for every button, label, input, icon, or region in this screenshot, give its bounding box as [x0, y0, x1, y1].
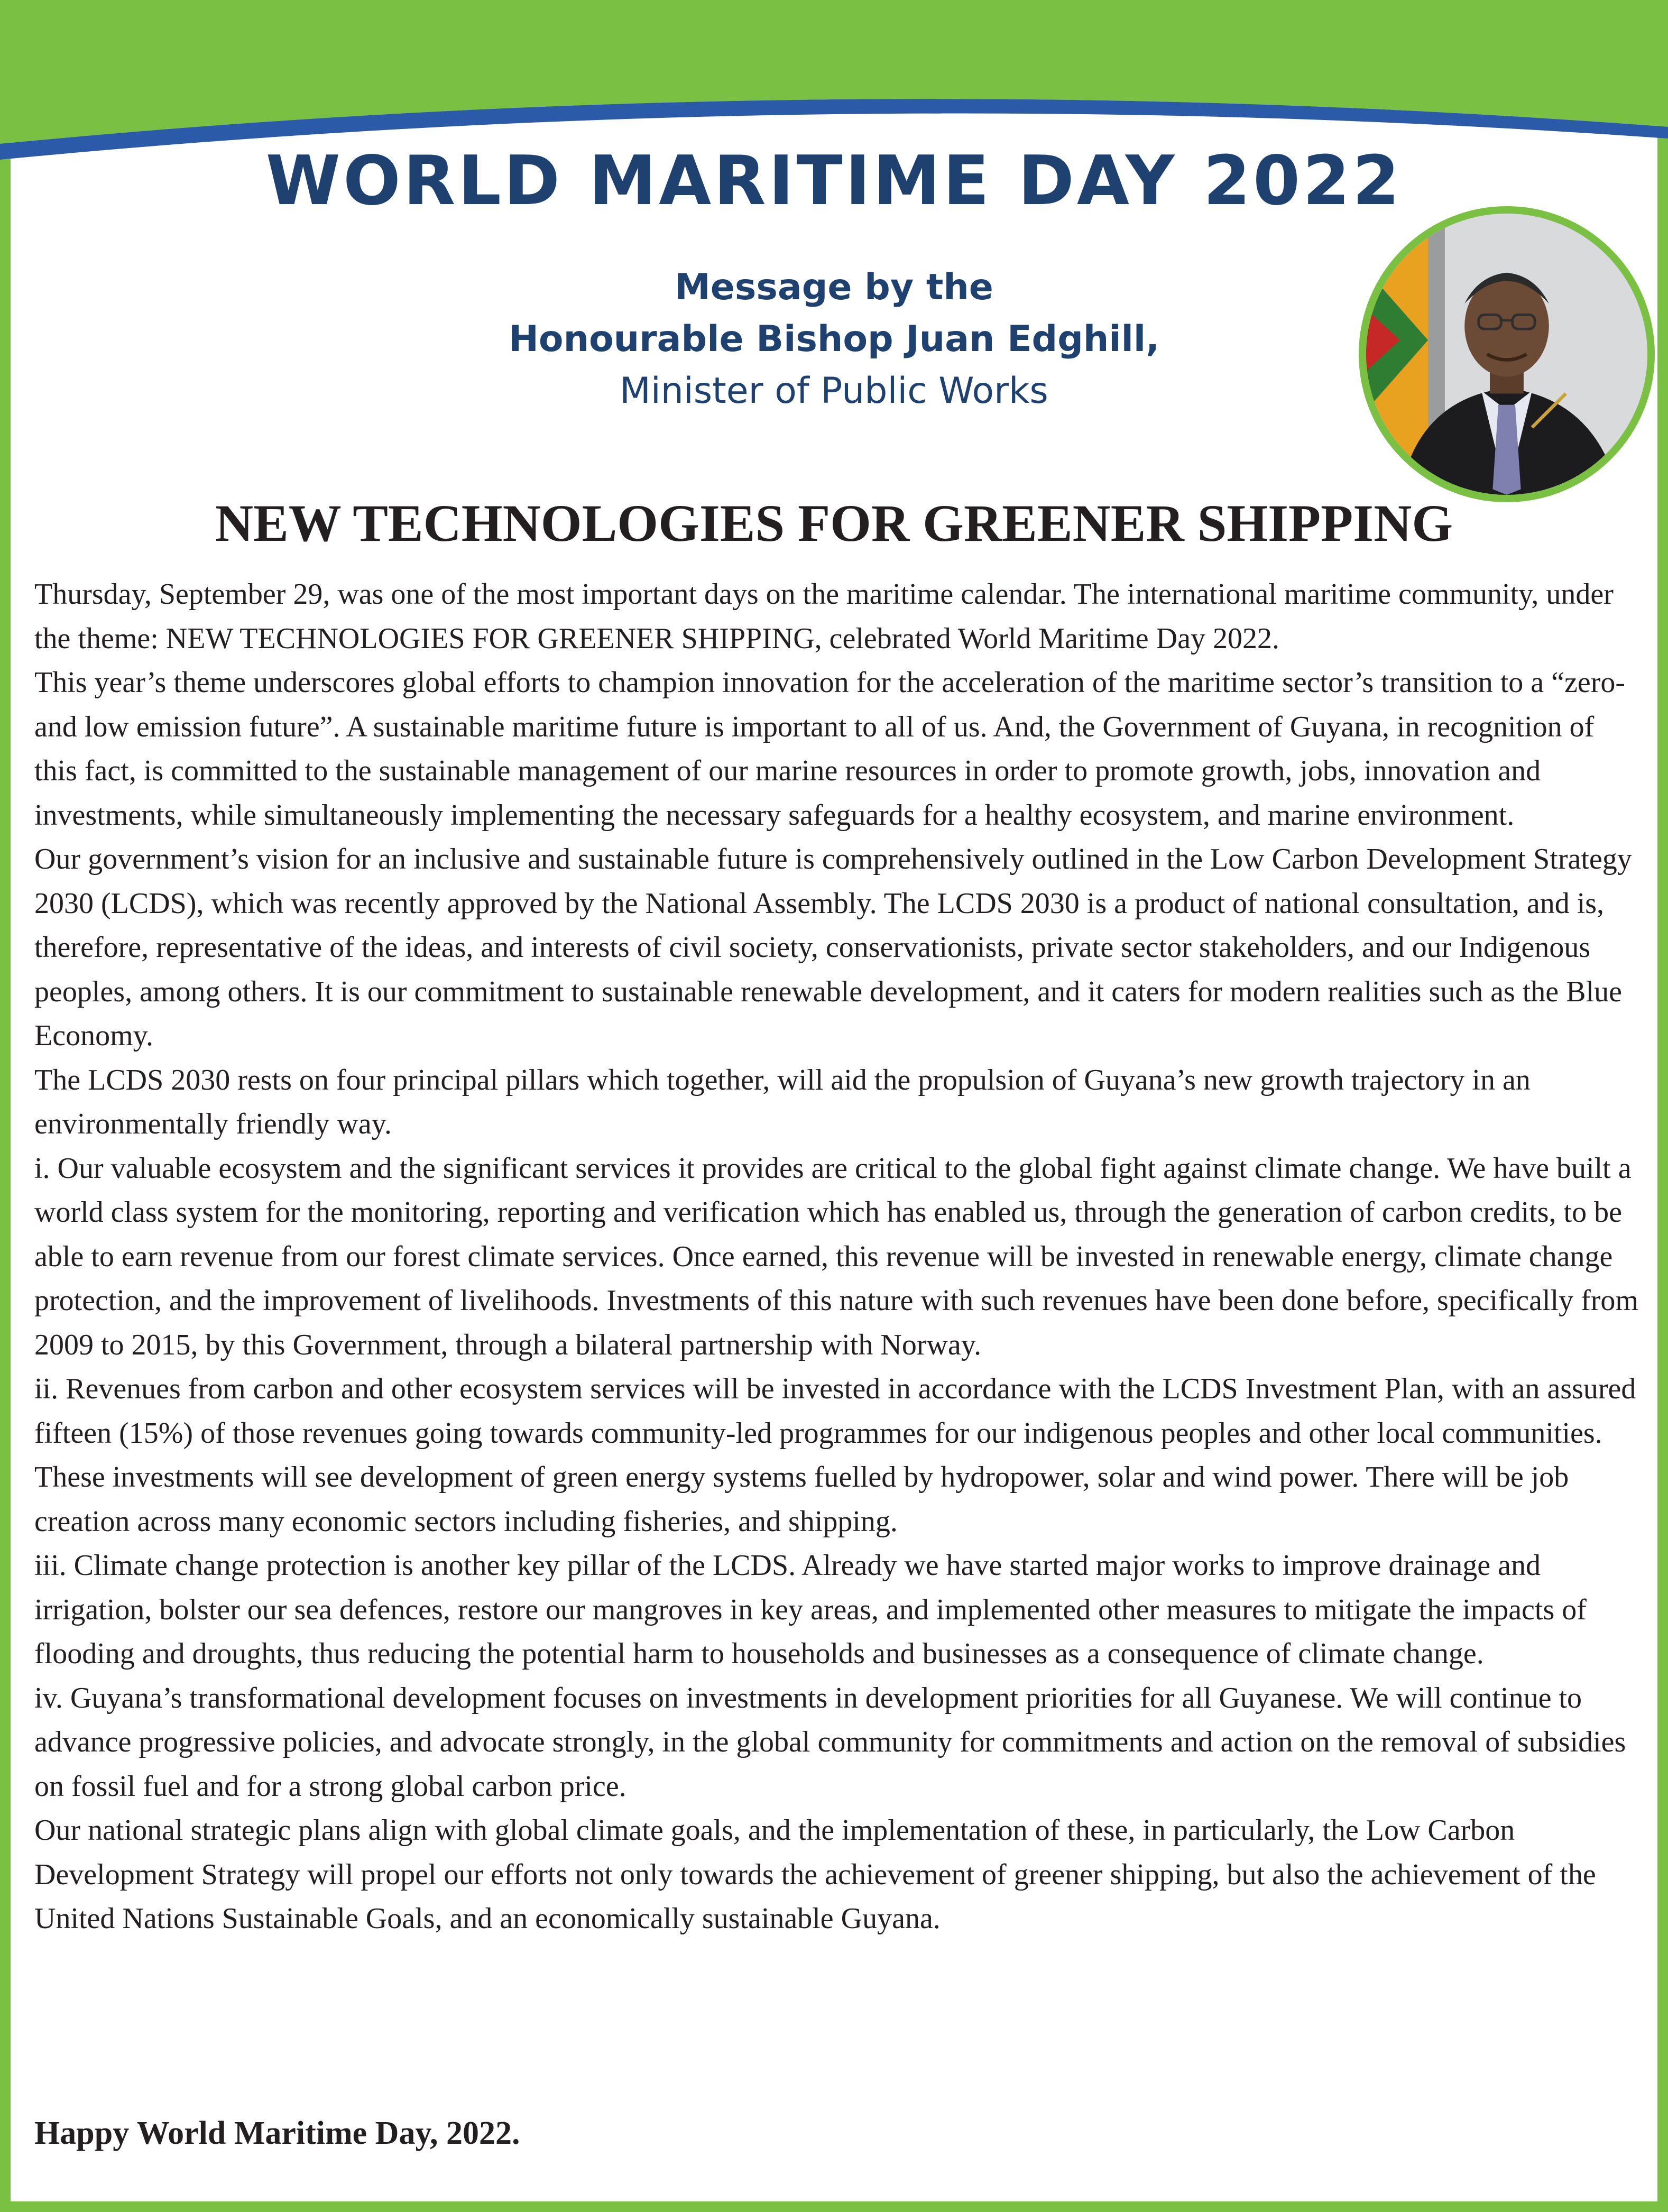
page-title: WORLD MARITIME DAY 2022: [265, 142, 1403, 220]
paragraph-theme: This year’s theme underscores global efforts to champion innovation for the acceleration of the maritime sector’s transition to a “zero-and low emission future”. A sustainable maritime future is important to all of us. And, the Government of Guyana, in recognition of this fact, is committed to the sustainable management of our marine resources in order to promote growth, jobs, innovation and investments, while simultaneously implementing the necessary safeguards for a healthy ecosystem, and marine environment.: [34, 666, 1625, 832]
message-byline: [159, 262, 1509, 417]
closing-greeting: Happy World Maritime Day, 2022.: [34, 2115, 520, 2151]
minister-portrait-icon: [1359, 206, 1655, 502]
byline-name: Honourable Bishop Juan Edghill,: [508, 318, 1160, 360]
paragraph-pillar-i: i. Our valuable ecosystem and the significant services it provides are critical to the global fight against climate change. We have built a world class system for the monitoring, reporting and verification which has enabled us, through the generation of carbon credits, to be able to earn revenue from our forest climate services. Once earned, this revenue will be invested in renewable energy, climate change protection, and the improvement of livelihoods. Investments of this nature with such revenues have been done before, specifically from 2009 to 2015, by this Government, through a bilateral partnership with Norway.: [34, 1151, 1638, 1361]
paragraph-pillar-iii: iii. Climate change protection is another key pillar of the LCDS. Already we have started major works to improve drainage and irrigation, bolster our sea defences, restore our mangroves in key areas, and implemented other measures to mitigate the impacts of flooding and droughts, thus reducing the potential harm to households and businesses as a consequence of climate change.: [34, 1549, 1587, 1670]
paragraph-four-pillars: The LCDS 2030 rests on four principal pillars which together, will aid the propulsion of Guyana’s new growth trajectory in an environmentally friendly way.: [34, 1063, 1531, 1140]
byline-intro: Message by the: [675, 266, 993, 308]
byline-title: Minister of Public Works: [620, 370, 1048, 412]
article-heading: NEW TECHNOLOGIES FOR GREENER SHIPPING: [215, 494, 1453, 552]
paragraph-intro: Thursday, September 29, was one of the most important days on the maritime calendar. The international maritime community, under the theme: NEW TECHNOLOGIES FOR GREENER SHIPPING, celebrated World Maritime Day 2022.: [34, 578, 1614, 655]
paragraph-pillar-ii: ii. Revenues from carbon and other ecosystem services will be invested in accordance with the LCDS Investment Plan, with an assured fifteen (15%) of those revenues going towards community-led programmes for our indigenous peoples and other local communities. These investments will see development of green energy systems fuelled by hydropower, solar and wind power. There will be job creation across many economic sectors including fisheries, and shipping.: [34, 1372, 1636, 1538]
paragraph-conclusion: Our national strategic plans align with global climate goals, and the implementation of these, in particularly, the Low Carbon Development Strategy will propel our efforts not only towards the achievement of greener shipping, but also the achievement of the United Nations Sustainable Goals, and an economically sustainable Guyana.: [34, 1814, 1596, 1935]
paragraph-pillar-iv: iv. Guyana’s transformational development focuses on investments in development priorities for all Guyanese. We will continue to advance progressive policies, and advocate strongly, in the global community for commitments and action on the removal of subsidies on fossil fuel and for a strong global carbon price.: [34, 1681, 1626, 1803]
paragraph-lcds-vision: Our government’s vision for an inclusive and sustainable future is comprehensively outlined in the Low Carbon Development Strategy 2030 (LCDS), which was recently approved by the National Assembly. The LCDS 2030 is a product of national consultation, and is, therefore, representative of the ideas, and interests of civil society, conservationists, private sector stakeholders, and our Indigenous peoples, among others. It is our commitment to sustainable renewable development, and it caters for modern realities such as the Blue Economy.: [34, 843, 1632, 1052]
article-body: [34, 573, 1639, 1941]
